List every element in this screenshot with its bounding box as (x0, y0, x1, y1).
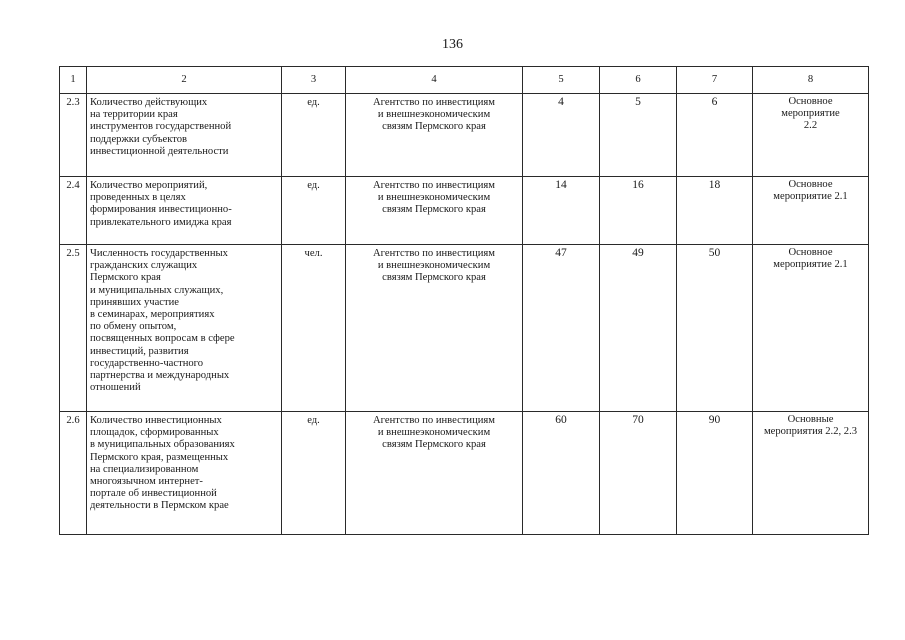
note-cell (753, 412, 869, 535)
cell-text: 47 (555, 247, 567, 259)
value-col5-cell (523, 94, 600, 177)
note-cell (753, 94, 869, 177)
row-number-cell (60, 177, 87, 245)
cell-line: Агентство по инвестициям (373, 180, 495, 191)
cell-text: 2.5 (66, 248, 80, 259)
cell-text: 6 (711, 96, 718, 108)
cell-line: и внешнеэкономическим (377, 192, 491, 204)
table-header-row (60, 67, 869, 94)
cell-line: инвестиций, развития (90, 345, 189, 357)
cell-text: 90 (708, 414, 721, 426)
header-cell: 1 (60, 67, 87, 94)
value-col6-cell (600, 245, 677, 412)
cell-text: 18 (708, 179, 721, 191)
cell-text: 16 (632, 179, 644, 191)
row-number-cell (60, 412, 87, 535)
cell-line: на специализированном (90, 463, 199, 475)
cell-line: Количество инвестиционных (90, 415, 222, 426)
cell-line: на территории края (90, 109, 178, 121)
cell-line: Количество мероприятий, (90, 180, 208, 191)
cell-line: государственно-частного (90, 357, 204, 369)
cell-line: проведенных в целях (90, 192, 186, 204)
row-number-cell (60, 245, 87, 412)
cell-line: Агентство по инвестициям (373, 248, 495, 259)
responsible-cell (346, 177, 523, 245)
responsible-cell (346, 245, 523, 412)
row-number-cell (60, 94, 87, 177)
unit-cell (282, 412, 346, 535)
responsible-cell (346, 94, 523, 177)
cell-text: ед. (307, 180, 320, 191)
value-col5-cell (523, 245, 600, 412)
header-cell: 3 (282, 67, 346, 94)
value-col7-cell (677, 177, 753, 245)
header-cell: 6 (600, 67, 677, 94)
cell-text: 2.3 (66, 97, 80, 108)
cell-line: портале об инвестиционной (90, 488, 217, 500)
cell-line: мероприятие (781, 108, 840, 120)
cell-text: 70 (632, 414, 644, 426)
header-cell: 7 (677, 67, 753, 94)
cell-line: мероприятие 2.1 (773, 259, 848, 271)
cell-line: площадок, сформированных (90, 427, 219, 439)
cell-line: мероприятия 2.2, 2.3 (763, 426, 858, 438)
cell-line: инструментов государственной (90, 121, 232, 133)
header-cell: 4 (346, 67, 523, 94)
cell-line: принявших участие (90, 296, 179, 308)
cell-text: 50 (708, 247, 721, 259)
cell-line: посвященных вопросам в сфере (90, 333, 235, 345)
cell-text: 14 (555, 179, 567, 191)
cell-text: чел. (304, 248, 323, 259)
cell-line: привлекательного имиджа края (90, 216, 232, 228)
page-number: 136 (442, 37, 463, 52)
value-col5-cell (523, 412, 600, 535)
value-col7-cell (677, 245, 753, 412)
value-col7-cell (677, 94, 753, 177)
cell-line: деятельности в Пермском крае (90, 500, 229, 512)
cell-line: Агентство по инвестициям (373, 415, 495, 426)
header-cell: 5 (523, 67, 600, 94)
cell-line: в семинарах, мероприятиях (90, 309, 215, 321)
cell-line: Основное (788, 179, 833, 190)
value-col6-cell (600, 94, 677, 177)
cell-line: и внешнеэкономическим (377, 427, 491, 439)
cell-line: связям Пермского края (382, 439, 486, 451)
cell-line: Пермского края, размещенных (90, 451, 229, 463)
cell-line: Основное (788, 96, 833, 107)
indicator-name-cell (87, 245, 282, 412)
cell-line: и внешнеэкономическим (377, 260, 491, 272)
cell-line: многоязычном интернет- (90, 476, 203, 488)
table-row (60, 177, 869, 245)
cell-line: Агентство по инвестициям (373, 97, 495, 108)
table-row (60, 412, 869, 535)
header-cell: 8 (753, 67, 869, 94)
unit-cell (282, 94, 346, 177)
cell-text: 2.6 (66, 415, 80, 426)
header-cell: 2 (87, 67, 282, 94)
cell-line: Численность государственных (90, 248, 228, 259)
value-col5-cell (523, 177, 600, 245)
table-row (60, 245, 869, 412)
value-col7-cell (677, 412, 753, 535)
cell-line: связям Пермского края (382, 272, 486, 284)
cell-line: мероприятие 2.1 (773, 191, 848, 203)
cell-line: и муниципальных служащих, (90, 284, 224, 296)
cell-line: поддержки субъектов (90, 133, 188, 145)
cell-line: отношений (90, 382, 141, 394)
cell-line: связям Пермского края (382, 204, 486, 216)
responsible-cell (346, 412, 523, 535)
cell-line: и внешнеэкономическим (377, 109, 491, 121)
indicator-name-cell (87, 412, 282, 535)
table-row (60, 94, 869, 177)
cell-text: ед. (307, 97, 320, 108)
cell-text: 2.4 (66, 180, 80, 191)
unit-cell (282, 177, 346, 245)
cell-line: формирования инвестиционно- (90, 204, 232, 216)
note-cell (753, 245, 869, 412)
cell-line: в муниципальных образованиях (90, 439, 235, 451)
indicator-name-cell (87, 94, 282, 177)
cell-line: связям Пермского края (382, 121, 486, 133)
cell-text: 60 (555, 414, 567, 426)
value-col6-cell (600, 177, 677, 245)
cell-line: по обмену опытом, (90, 321, 177, 333)
cell-line: Пермского края (90, 272, 161, 284)
value-col6-cell (600, 412, 677, 535)
cell-line: 2.2 (803, 120, 818, 132)
cell-line: Количество действующих (90, 97, 208, 108)
cell-line: инвестиционной деятельности (90, 145, 229, 157)
unit-cell (282, 245, 346, 412)
note-cell (753, 177, 869, 245)
cell-text: ед. (307, 415, 320, 426)
indicator-name-cell (87, 177, 282, 245)
cell-text: 49 (632, 247, 644, 259)
cell-line: Основные (787, 414, 834, 425)
cell-text: 4 (558, 96, 564, 108)
cell-line: партнерства и международных (90, 370, 230, 382)
indicators-table (59, 66, 869, 535)
cell-line: Основное (788, 247, 833, 258)
cell-line: гражданских служащих (90, 260, 198, 272)
cell-text: 5 (635, 96, 641, 108)
